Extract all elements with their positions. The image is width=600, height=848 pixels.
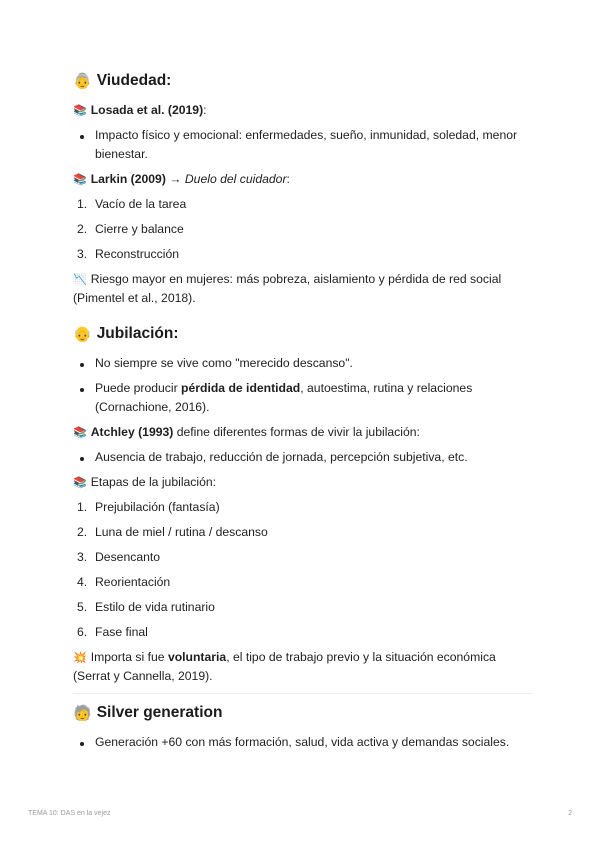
- larkin-citation: [73, 167, 533, 192]
- etapas-paragraph: [73, 470, 533, 495]
- chart-decreasing-icon: 📉: [73, 273, 87, 286]
- list-item: Impacto físico y emocional: enfermedades, sueño, inmunidad, soledad, menor bienestar.: [73, 123, 533, 167]
- list-item: [73, 242, 533, 267]
- list-item: [73, 217, 533, 242]
- list-number: 1.: [77, 197, 88, 211]
- older-face-icon: 🧓: [73, 704, 92, 722]
- jubilacion-title: Jubilación:: [96, 325, 179, 342]
- list-number: 4.: [77, 575, 88, 589]
- viudedad-heading: [73, 64, 533, 98]
- list-item-text: Cierre y balance: [95, 222, 184, 236]
- list-item-text: Desencanto: [95, 550, 161, 564]
- list-number: 2.: [77, 222, 88, 236]
- list-item-text: Puede producir: [95, 381, 182, 395]
- atchley-list: [73, 445, 533, 470]
- importa-text: Importa si fue: [90, 650, 168, 664]
- list-item: [73, 192, 533, 217]
- list-item-text: Reorientación: [95, 575, 171, 589]
- list-number: 3.: [77, 550, 88, 564]
- bold-text: pérdida de identidad: [181, 381, 301, 395]
- older-person-icon: 👴: [73, 325, 92, 343]
- atchley-citation: [73, 420, 533, 445]
- risk-text: Riesgo mayor en mujeres: más pobreza, aislamiento y pérdida de red social (Pimentel et al., 2018).: [73, 272, 502, 305]
- citation-ref: Atchley (1993): [90, 425, 174, 439]
- list-item-text: Vacío de la tarea: [95, 197, 187, 211]
- silver-title: Silver generation: [96, 704, 223, 721]
- page-number: 2: [568, 810, 572, 817]
- list-number: 3.: [77, 247, 88, 261]
- importa-paragraph: [73, 645, 533, 689]
- collision-icon: 💥: [73, 651, 87, 664]
- list-item-text: , autoestima, rutina y relaciones (Cornachione, 2016).: [95, 381, 473, 414]
- list-item: [73, 595, 533, 620]
- citation-ref: Larkin (2009): [90, 172, 166, 186]
- etapas-list: [73, 495, 533, 645]
- risk-paragraph: [73, 267, 533, 311]
- list-item: No siempre se vive como "merecido descanso".: [73, 351, 533, 376]
- viudedad-title: Viudedad:: [96, 72, 172, 89]
- jubilacion-heading: [73, 317, 533, 351]
- bold-text: voluntaria: [167, 650, 227, 664]
- page-content: [73, 64, 533, 755]
- citation-rest: :: [203, 103, 207, 117]
- books-icon: 📚: [73, 476, 87, 489]
- list-item: [73, 495, 533, 520]
- footer-title: TEMA 10: DAS en la vejez: [28, 810, 111, 817]
- list-item: Generación +60 con más formación, salud, vida activa y demandas sociales.: [73, 730, 533, 755]
- books-icon: 📚: [73, 173, 87, 186]
- list-item-text: Reconstrucción: [95, 247, 179, 261]
- list-number: 2.: [77, 525, 88, 539]
- losada-list: [73, 123, 533, 167]
- citation-rest: define diferentes formas de vivir la jubilación:: [173, 425, 420, 439]
- larkin-list: [73, 192, 533, 267]
- books-icon: 📚: [73, 426, 87, 439]
- list-item: [73, 620, 533, 645]
- divider: [73, 693, 533, 694]
- books-icon: 📚: [73, 104, 87, 117]
- silver-heading: [73, 696, 533, 730]
- importa-text: , el tipo de trabajo previo y la situación económica (Serrat y Cannella, 2019).: [73, 650, 496, 683]
- citation-ref: Losada et al. (2019): [90, 103, 204, 117]
- list-item: [73, 570, 533, 595]
- losada-citation: [73, 98, 533, 123]
- list-item: Ausencia de trabajo, reducción de jornada, percepción subjetiva, etc.: [73, 445, 533, 470]
- list-number: 5.: [77, 600, 88, 614]
- list-item: [73, 376, 533, 420]
- silver-list: [73, 730, 533, 755]
- widow-emoji-icon: 👵: [73, 72, 92, 90]
- list-item-text: Fase final: [95, 625, 148, 639]
- arrow-text: →: [165, 172, 185, 186]
- jubilacion-list: [73, 351, 533, 420]
- citation-italic: Duelo del cuidador: [184, 172, 287, 186]
- list-number: 1.: [77, 500, 88, 514]
- list-item-text: Prejubilación (fantasía): [95, 500, 220, 514]
- list-item: [73, 545, 533, 570]
- list-number: 6.: [77, 625, 88, 639]
- citation-rest: :: [286, 172, 290, 186]
- list-item: [73, 520, 533, 545]
- etapas-text: Etapas de la jubilación:: [90, 475, 217, 489]
- list-item-text: Luna de miel / rutina / descanso: [95, 525, 268, 539]
- list-item-text: Estilo de vida rutinario: [95, 600, 215, 614]
